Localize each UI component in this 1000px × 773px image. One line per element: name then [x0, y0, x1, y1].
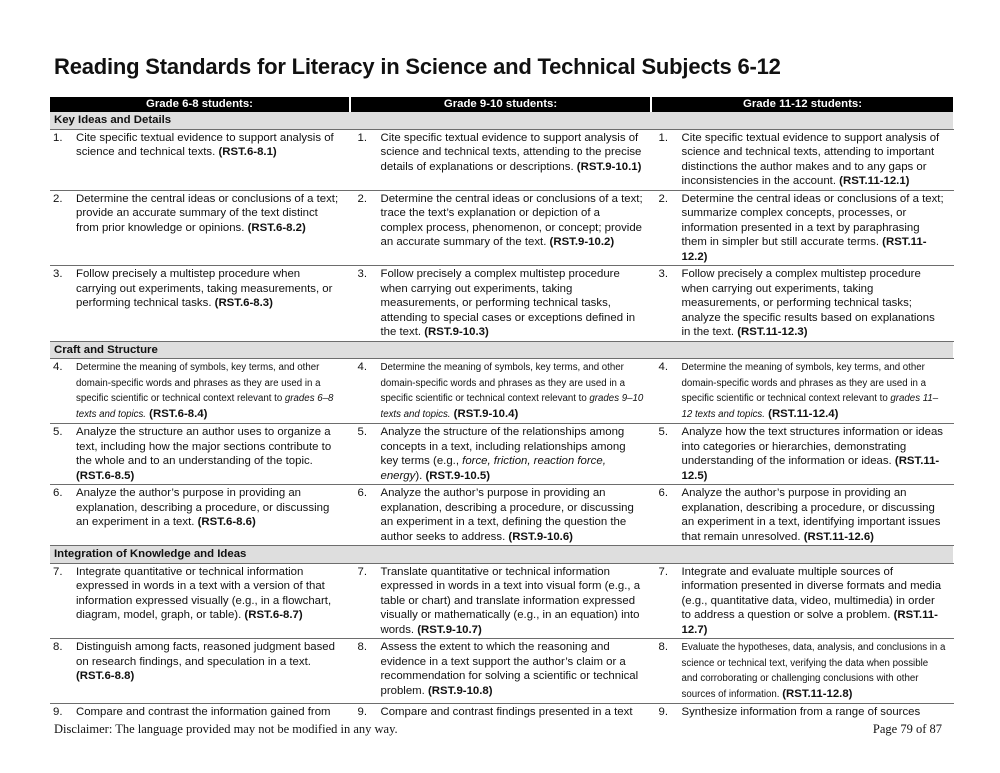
standard-code: (RST.11-12.1) [839, 175, 910, 187]
standard-number: 2. [357, 192, 367, 205]
standard-cell [50, 359, 350, 424]
standard-number: 4. [357, 361, 367, 373]
standard-number: 5. [357, 426, 367, 438]
header-grade-6-8: Grade 6-8 students: [50, 97, 350, 112]
standard-body: Cite specific textual evidence to support analysis of science and technical texts, attending to the precise details of explanations or descriptions. [380, 131, 642, 173]
standard-row [50, 359, 953, 424]
standard-code: (RST.9-10.8) [427, 684, 493, 697]
standard-code: (RST.9-10.5) [425, 469, 491, 482]
standard-cell [50, 266, 350, 342]
standard-text [76, 267, 344, 311]
standard-number: 9. [53, 706, 63, 718]
standard-body: Analyze the structure of the relationships among concepts in a text, including relationships among key terms (e.g., [380, 426, 626, 467]
standard-code: (RST.6-8.1) [218, 146, 277, 158]
standard-text [381, 131, 645, 175]
standard-text [682, 192, 947, 265]
standard-cell [651, 190, 953, 266]
standard-code: (RST.11-12.7) [681, 609, 938, 636]
standard-number: 3. [658, 268, 668, 280]
standard-text [682, 425, 947, 483]
standard-code: (RST.11-12.8) [782, 687, 853, 700]
standard-number: 4. [658, 361, 668, 373]
standard-cell [50, 424, 350, 485]
standards-table [50, 97, 954, 721]
standard-text [682, 486, 947, 544]
standard-cell [50, 485, 350, 546]
standard-number: 5. [658, 426, 668, 438]
standard-body: Follow precisely a multistep procedure when carrying out experiments, taking measurements, or performing technical tasks. [76, 268, 333, 309]
standard-cell [350, 704, 651, 721]
standard-body: Follow precisely a complex multistep procedure when carrying out experiments, taking measurements, or performing technical tasks; analyze the specific results based on explanations in the text. [681, 268, 935, 338]
standard-body: Determine the central ideas or conclusions of a text; provide an accurate summary of the text distinct from prior knowledge or opinions. [76, 192, 339, 234]
standard-body: Analyze the structure an author uses to organize a text, including how the major sections contribute to the whole and to an understanding of the topic. [76, 426, 332, 467]
standard-number: 4. [53, 361, 63, 373]
standard-body: Determine the meaning of symbols, key terms, and other domain-specific words and phrases as they are used in a specific scientific or technical context relevant to [76, 362, 321, 404]
standard-body: Determine the meaning of symbols, key terms, and other domain-specific words and phrases as they are used in a specific scientific or technical context relevant to [380, 362, 625, 404]
header-grade-11-12: Grade 11-12 students: [651, 97, 953, 112]
standard-cell [651, 129, 953, 190]
standard-code: (RST.9-10.4) [450, 407, 519, 420]
standard-body: Analyze the author’s purpose in providing an explanation, describing a procedure, or discussing an experiment in a text, identifying important issues that remain unresolved. [681, 487, 941, 543]
standard-number: 6. [53, 487, 63, 499]
section-row [50, 341, 953, 359]
disclaimer: Disclaimer: The language provided may not be modified in any way. [54, 722, 398, 736]
standard-body: Assess the extent to which the reasoning and evidence in a text support the author’s claim or a recommendation for solving a scientific or technical problem. [380, 641, 639, 697]
standard-row [50, 704, 953, 721]
standard-row [50, 485, 953, 546]
standard-text [76, 131, 344, 160]
standard-text [76, 640, 344, 684]
page-title: Reading Standards for Literacy in Science and Technical Subjects 6-12 [54, 54, 781, 79]
standard-text [381, 267, 645, 340]
standard-body: Distinguish among facts, reasoned judgment based on research findings, and speculation in a text. [76, 641, 335, 668]
standard-number: 2. [658, 192, 668, 205]
standard-text [381, 640, 645, 698]
standard-number: 8. [658, 641, 668, 653]
standard-cell [350, 359, 651, 424]
standard-body: Compare and contrast the information gained from [76, 706, 331, 718]
standard-text [76, 705, 344, 720]
standard-number: 6. [658, 487, 668, 499]
standard-code: (RST.6-8.8) [76, 670, 135, 682]
standard-number: 5. [53, 426, 63, 438]
header-row [50, 97, 953, 112]
standard-row [50, 266, 953, 342]
standard-number: 3. [357, 268, 367, 280]
page-number: Page 79 of 87 [872, 722, 942, 736]
standard-number: 9. [357, 706, 367, 718]
standard-emphasis: grades 6–8 texts and topics. [76, 393, 334, 420]
standard-row [50, 563, 953, 639]
standard-cell [350, 563, 651, 639]
standard-row [50, 639, 953, 704]
standard-code: (RST.6-8.3) [214, 297, 273, 309]
standard-code: (RST.6-8.6) [197, 516, 256, 528]
standard-body: Translate quantitative or technical information expressed in words in a text into visual form (e.g., a table or chart) and translate information expressed visually or mathematically (e.g., in an equation) into words. [380, 565, 641, 636]
standard-cell [651, 485, 953, 546]
standard-cell [651, 704, 953, 721]
standard-number: 8. [53, 641, 63, 653]
standard-code: (RST.11-12.5) [681, 455, 940, 482]
standard-text [682, 705, 947, 720]
header-grade-9-10: Grade 9-10 students: [350, 97, 651, 112]
standard-text [682, 267, 947, 340]
standard-number: 7. [357, 565, 367, 578]
standard-number: 3. [53, 268, 63, 280]
standard-body: Analyze the author’s purpose in providing an explanation, describing a procedure, or discussing an experiment in a text. [76, 487, 330, 528]
standard-code: (RST.11-12.3) [737, 326, 808, 338]
standard-code: (RST.11-12.6) [803, 530, 874, 543]
section-craft-structure: Craft and Structure [50, 341, 953, 359]
standard-cell [350, 266, 651, 342]
standard-text [381, 705, 645, 720]
standard-code: (RST.9-10.7) [417, 623, 482, 636]
standard-text [76, 360, 344, 422]
standard-body: Analyze how the text structures information or ideas into categories or hierarchies, demonstrating understanding of the information or ideas. [681, 426, 943, 467]
standard-text [682, 565, 947, 638]
standard-number: 8. [357, 641, 367, 653]
standard-code: (RST.6-8.4) [146, 407, 208, 420]
section-row [50, 112, 953, 129]
standard-code: (RST.9-10.1) [576, 160, 642, 173]
standard-code: (RST.11-12.4) [764, 407, 839, 420]
standard-text [76, 486, 344, 530]
standard-number: 9. [658, 706, 668, 718]
standard-body: Determine the central ideas or conclusions of a text; summarize complex concepts, processes, or information presented in a text by paraphrasing them in simpler but still accurate terms. [681, 192, 944, 248]
standard-text [682, 360, 947, 422]
standard-cell [651, 639, 953, 704]
standard-cell [350, 190, 651, 266]
standard-body: Determine the central ideas or conclusions of a text; trace the text’s explanation or depiction of a complex process, phenomenon, or concept; provide an accurate summary of the text. [380, 192, 643, 248]
standard-cell [651, 563, 953, 639]
standard-code: (RST.6-8.5) [76, 469, 135, 482]
standard-body: Analyze the author’s purpose in providing an explanation, describing a procedure, or discussing an experiment in a text, defining the question the author seeks to address. [380, 487, 634, 543]
standard-cell [50, 563, 350, 639]
section-integration: Integration of Knowledge and Ideas [50, 546, 953, 564]
standard-row [50, 190, 953, 266]
standard-cell [50, 639, 350, 704]
standard-cell [651, 359, 953, 424]
standard-row [50, 129, 953, 190]
standard-text [381, 360, 645, 422]
standard-code: (RST.11-12.2) [681, 236, 927, 263]
standard-text [682, 640, 947, 702]
standard-cell [50, 190, 350, 266]
standard-text [381, 425, 645, 483]
standard-body: Integrate and evaluate multiple sources of information presented in diverse formats and media (e.g., quantitative data, video, multimedia) in order to address a question or solve a problem. [681, 565, 942, 621]
standard-code: (RST.9-10.2) [549, 236, 615, 248]
standard-code: (RST.6-8.2) [247, 221, 306, 234]
standard-body: Cite specific textual evidence to support analysis of science and technical texts, attending to important distinctions the author makes and to any gaps or inconsistencies in the account. [681, 131, 940, 187]
standard-cell [50, 704, 350, 721]
standard-body: Synthesize information from a range of sources [681, 706, 921, 718]
standard-body: Determine the meaning of symbols, key terms, and other domain-specific words and phrases as they are used in a specific scientific or technical context relevant to [681, 362, 926, 404]
standard-emphasis: force, friction, reaction force, energy [380, 455, 606, 482]
standard-body-tail: ). [415, 469, 426, 482]
standard-number: 2. [53, 192, 63, 205]
standard-emphasis: grades 11–12 texts and topics. [681, 393, 939, 420]
standard-body: Integrate quantitative or technical information expressed in words in a text with a version of that information expressed visually (e.g., in a flowchart, diagram, model, graph, or table). [76, 565, 332, 621]
standard-text [381, 565, 645, 638]
section-key-ideas: Key Ideas and Details [50, 112, 953, 129]
standard-row [50, 424, 953, 485]
standard-number: 1. [53, 131, 63, 144]
standard-cell [651, 424, 953, 485]
standard-text [76, 565, 344, 623]
standard-cell [350, 129, 651, 190]
standard-text [76, 425, 344, 483]
standard-cell [350, 485, 651, 546]
standard-code: (RST.6-8.7) [244, 609, 303, 621]
standard-code: (RST.9-10.3) [424, 326, 489, 338]
standard-code: (RST.9-10.6) [508, 530, 573, 543]
standard-number: 1. [658, 131, 668, 144]
section-row [50, 546, 953, 564]
standard-body: Cite specific textual evidence to support analysis of science and technical texts. [76, 131, 334, 158]
standard-body: Follow precisely a complex multistep procedure when carrying out experiments, taking measurements, or performing technical tasks, attending to special cases or exceptions defined in the text. [380, 268, 636, 338]
standard-text [381, 192, 645, 250]
standard-number: 1. [357, 131, 367, 144]
standard-text [76, 192, 344, 236]
standard-cell [651, 266, 953, 342]
standard-body: Evaluate the hypotheses, data, analysis, and conclusions in a science or technical text, verifying the data when possible and corroborating or challenging conclusions with other sources of information. [681, 642, 946, 700]
standard-text [682, 131, 947, 189]
standard-cell [350, 639, 651, 704]
standard-body: Compare and contrast findings presented in a text [380, 706, 633, 718]
standard-cell [50, 129, 350, 190]
standard-number: 7. [53, 565, 63, 578]
standard-number: 6. [357, 487, 367, 499]
standard-cell [350, 424, 651, 485]
standard-emphasis: grades 9–10 texts and topics. [380, 393, 644, 420]
standard-number: 7. [658, 565, 668, 578]
standard-text [381, 486, 645, 544]
